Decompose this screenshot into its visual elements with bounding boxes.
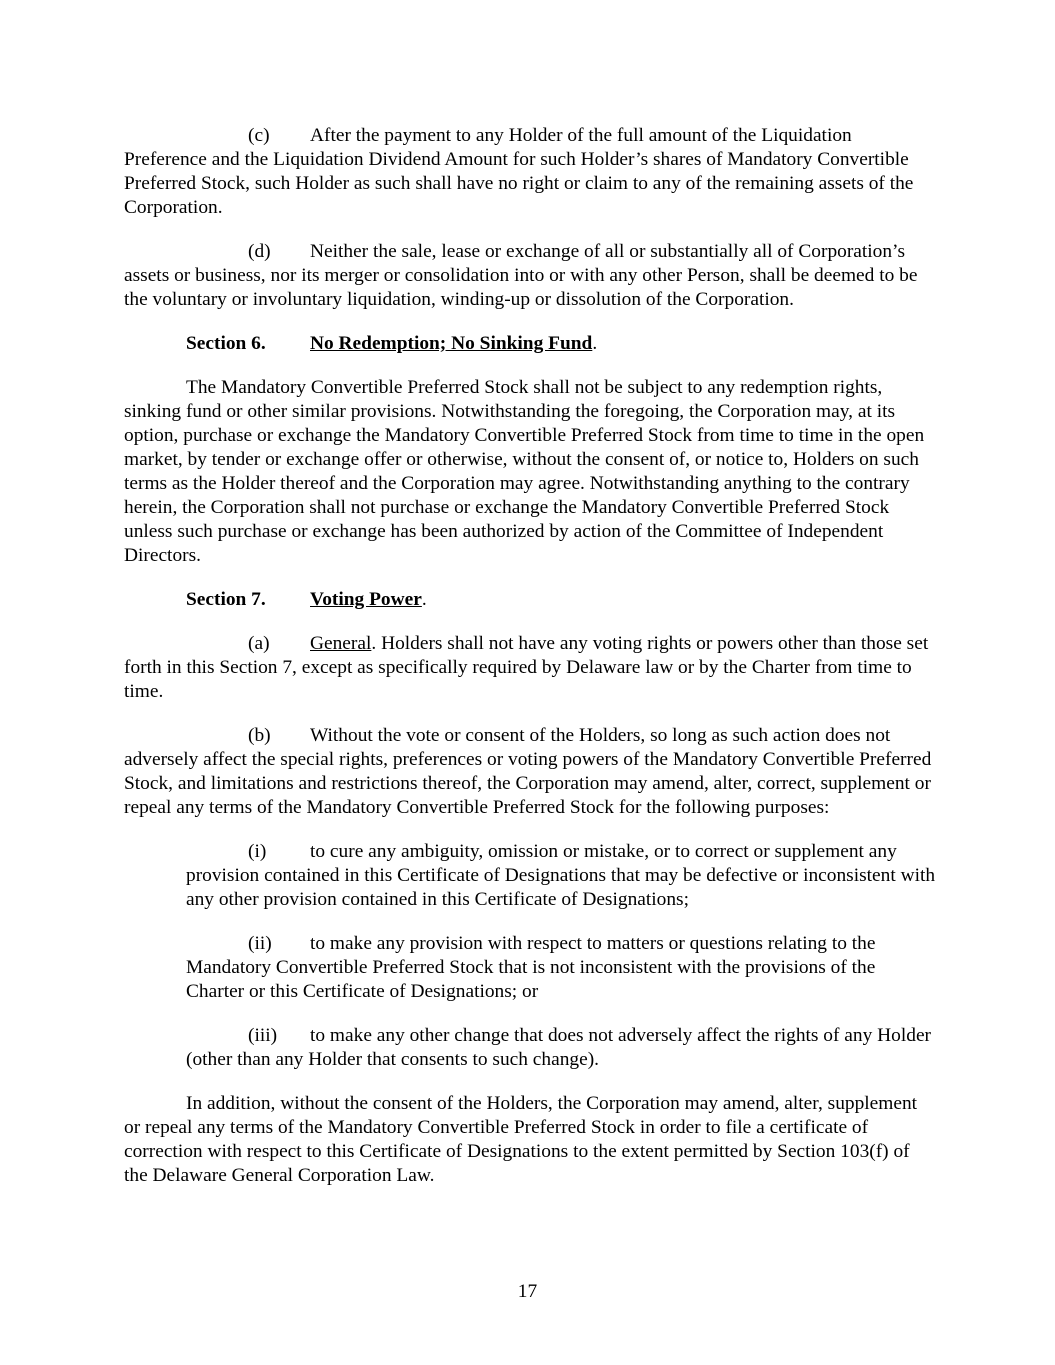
section-7-title: Voting Power (310, 589, 422, 610)
section-7-a-lead: General (310, 633, 372, 654)
section-6-number: Section 6. (186, 333, 266, 354)
clause-i (186, 840, 936, 912)
paragraph-c-marker: (c) (248, 125, 270, 146)
paragraph-c (124, 124, 936, 220)
clause-ii-text: to make any provision with respect to matters or questions relating to the Mandatory Convertible Preferred Stock that is not inconsistent with the provisions of the Charter or this Certificate of Designations; or (186, 933, 876, 1002)
clause-iii (186, 1024, 936, 1072)
section-7-closing-paragraph: In addition, without the consent of the Holders, the Corporation may amend, alter, supplement or repeal any terms of the Mandatory Convertible Preferred Stock in order to file a certificate of correction with respect to this Certificate of Designations to the extent permitted by Section 103(f) of the Delaware General Corporation Law. (124, 1093, 918, 1186)
section-7-title-period: . (421, 589, 427, 610)
clause-i-text: to cure any ambiguity, omission or mistake, or to correct or supplement any provision contained in this Certificate of Designations that may be defective or inconsistent with any other provision contained in this Certificate of Designations; (186, 841, 936, 910)
section-6-body: The Mandatory Convertible Preferred Stock shall not be subject to any redemption rights, sinking fund or other similar provisions. Notwithstanding the foregoing, the Corporation may, at its option, purchase or exchange the Mandatory Convertible Preferred Stock from time to time in the open market, by tender or exchange offer or otherwise, without the consent of, or notice to, Holders on such terms as the Holder thereof and the Corporation may agree. Notwithstanding anything to the contrary herein, the Corporation shall not purchase or exchange the Mandatory Convertible Preferred Stock unless such purchase or exchange has been authorized by action of the Committee of Independent Directors. (124, 377, 925, 566)
paragraph-c-text: After the payment to any Holder of the full amount of the Liquidation Preference and the Liquidation Dividend Amount for such Holder’s shares of Mandatory Convertible Preferred Stock, such Holder as such shall have no right or claim to any of the remaining assets of the Corporation. (124, 125, 914, 218)
clause-iii-marker: (iii) (248, 1025, 278, 1046)
clause-i-marker: (i) (248, 841, 267, 862)
section-7-b-marker: (b) (248, 725, 271, 746)
paragraph-d-marker: (d) (248, 241, 271, 262)
section-7-b-text: Without the vote or consent of the Holders, so long as such action does not adversely affect the special rights, preferences or voting powers of the Mandatory Convertible Preferred Stock, and limitations and restrictions thereof, the Corporation may amend, alter, correct, supplement or repeal any terms of the Mandatory Convertible Preferred Stock for the following purposes: (124, 725, 932, 818)
section-7-paragraph-a (124, 632, 936, 704)
section-7-a-text: . Holders shall not have any voting rights or powers other than those set forth in this Section 7, except as specifically required by Delaware law or by the Charter from time to time. (124, 633, 929, 702)
section-7-heading (186, 588, 936, 612)
section-6-title-period: . (592, 333, 598, 354)
paragraph-d-text: Neither the sale, lease or exchange of all or substantially all of Corporation’s assets or business, nor its merger or consolidation into or with any other Person, shall be deemed to be the voluntary or involuntary liquidation, winding-up or dissolution of the Corporation. (124, 241, 918, 310)
section-7-number: Section 7. (186, 589, 266, 610)
paragraph-d (124, 240, 936, 312)
section-7-paragraph-b (124, 724, 936, 820)
section-6-title: No Redemption; No Sinking Fund (310, 333, 593, 354)
clause-iii-text: to make any other change that does not adversely affect the rights of any Holder (other than any Holder that consents to such change). (186, 1025, 932, 1070)
section-7-a-marker: (a) (248, 633, 270, 654)
section-6-heading (186, 332, 936, 356)
page-number: 17 (517, 1281, 538, 1302)
clause-ii-marker: (ii) (248, 933, 272, 954)
document-page (124, 124, 936, 1208)
clause-ii (186, 932, 936, 1004)
